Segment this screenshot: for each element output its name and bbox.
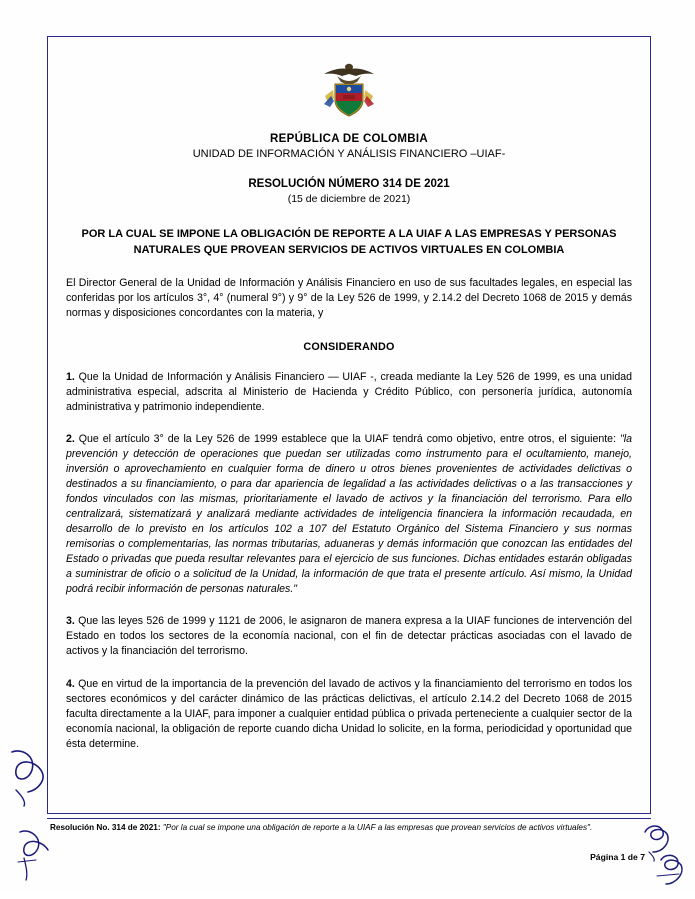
- footer-quote: "Por la cual se impone una obligación de reporte a la UIAF a las empresas que provean servicios de activos virtuales".: [162, 823, 593, 832]
- signature-mark-left-upper: [6, 746, 52, 813]
- footer-label: Resolución No. 314 de 2021:: [50, 823, 161, 832]
- clause-3-text: Que las leyes 526 de 1999 y 1121 de 2006, le asignaron de manera expresa a la UIAF funciones de intervención del Estado en todos los sectores de la economía nacional, con el fin de detectar prácticas asociadas con el lavado de activos y la financiación del terrorismo.: [66, 615, 633, 658]
- clause-3: [60, 614, 638, 659]
- clause-3-number: 3.: [66, 615, 75, 628]
- country-heading: REPÚBLICA DE COLOMBIA: [270, 133, 428, 145]
- document-title: POR LA CUAL SE IMPONE LA OBLIGACIÓN DE REPORTE A LA UIAF A LAS EMPRESAS Y PERSONAS NATURALES QUE PROVEAN SERVICIOS DE ACTIVOS VIRTUALES EN COLOMBIA: [81, 228, 617, 256]
- clause-1-number: 1.: [66, 370, 75, 383]
- entity-heading: UNIDAD DE INFORMACIÓN Y ANÁLISIS FINANCIERO –UIAF-: [192, 148, 506, 160]
- footer-divider: [47, 818, 651, 819]
- considerando-heading: CONSIDERANDO: [303, 340, 395, 353]
- clause-4-text: Que en virtud de la importancia de la prevención del lavado de activos y la financiamiento del terrorismo en todos los sectores económicos y del carácter dinámico de las prácticas delictivas, el artículo 2.14.2 del Decreto 1068 de 2015 faculta directamente a la UIAF, para imponer a cualquier entidad pública o privada perteneciente a cualquier sector de la economía nacional, la obligación de reporte cuando dicha Unidad lo solicite, en la forma, periodicidad y oportunidad que ésta determine.: [66, 677, 632, 750]
- clause-2: [60, 432, 638, 597]
- clause-2-number: 2.: [66, 433, 75, 446]
- page-number: Página 1 de 7: [590, 852, 645, 862]
- preamble-paragraph: El Director General de la Unidad de Información y Análisis Financiero en uso de sus facultades legales, en especial las conferidas por los artículos 3°, 4° (numeral 9°) y 9° de la Ley 526 de 1999, y 2.14.2 del Decreto 1068 de 2015 y demás normas y disposiciones concordantes con la materia, y: [66, 276, 632, 319]
- clause-1-text: Que la Unidad de Información y Análisis Financiero — UIAF -, creada mediante la Ley 526 de 1999, es una unidad administrativa especial, adscrita al Ministerio de Hacienda y Crédito Público, con personería jurídica, autonomía administrativa y patrimonio independiente.: [66, 370, 632, 414]
- signature-mark-left-lower: [16, 828, 56, 887]
- clause-4-number: 4.: [66, 677, 75, 690]
- clause-1: [60, 370, 638, 415]
- clause-4: [60, 677, 638, 752]
- clause-2-quote: "la prevención y detección de operaciones que puedan ser utilizadas como instrumento para el ocultamiento, manejo, inversión o aprovechamiento en cualquier forma de dinero u otros bienes provenientes de actividades delictivas o destinados a su financiamiento, o para dar apariencia de legalidad a las actividades delictivas o a las transacciones y fondos vinculados con las mismas, prioritariamente el lavado de activos y la financiación del terrorismo. Para ello centralizará, sistematizará y analizará mediante actividades de inteligencia financiera la información recaudada, en desarrollo de lo previsto en los artículos 102 a 107 del Estatuto Orgánico del Sistema Financiero y sus normas remisorias o complementarias, las normas tributarias, aduaneras y demás información que conozcan las entidades del Estado o privadas que pueda resultar relevantes para el ejercicio de sus funciones. Dichas entidades estarán obligadas a suministrar de oficio o a solicitud de la Unidad, la información de que trata el presente artículo. Así mismo, la Unidad podrá recibir información de personas naturales.": [66, 433, 632, 596]
- resolution-date: (15 de diciembre de 2021): [287, 193, 411, 205]
- resolution-number: RESOLUCIÓN NÚMERO 314 DE 2021: [248, 178, 450, 190]
- footer-note: [50, 822, 620, 833]
- coat-of-arms-icon: [60, 60, 638, 123]
- clause-2-lead: Que el artículo 3° de la Ley 526 de 1999 establece que la UIAF tendrá como objetivo, entre otros, el siguiente:: [78, 433, 617, 446]
- document-content: [60, 48, 638, 752]
